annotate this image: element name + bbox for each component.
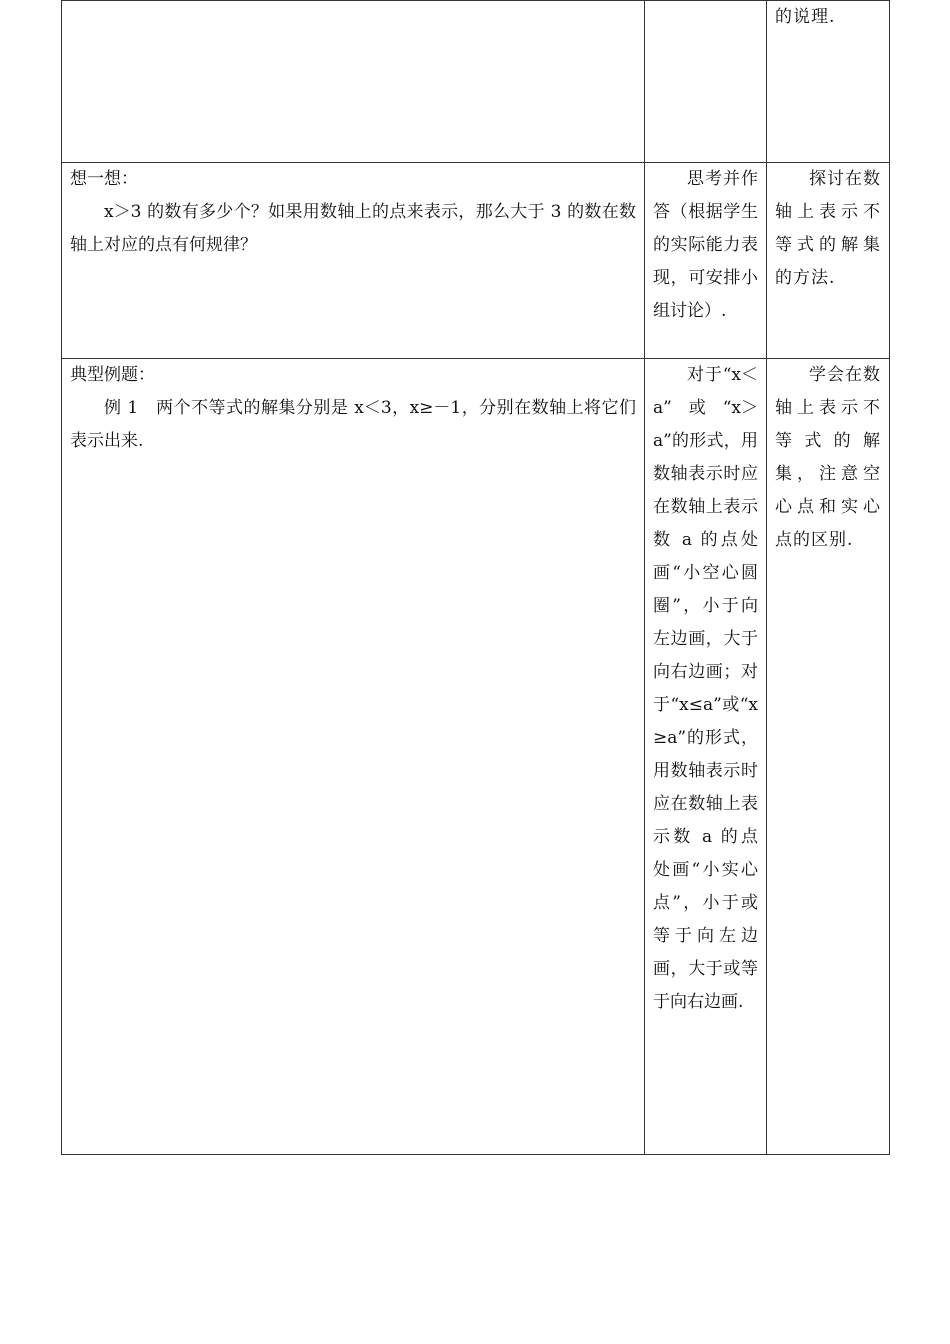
- example-text: 例 1 两个不等式的解集分别是 x＜3，x≥－1，分别在数轴上将它们表示出来.: [70, 398, 636, 451]
- section-title: 想一想：: [70, 169, 138, 189]
- design-intent-cell: [767, 163, 890, 359]
- table-row: [62, 163, 890, 359]
- student-activity-cell: [645, 163, 767, 359]
- question-text: x＞3 的数有多少个？如果用数轴上的点来表示，那么大于 3 的数在数轴上对应的点有何规律？: [70, 202, 636, 255]
- design-intent-text: 学会在数轴上表示不等式的解集，注意空心点和实心点的区别.: [775, 365, 881, 550]
- lesson-plan-table: [61, 0, 890, 1155]
- design-intent-text: 探讨在数轴上表示不等式的解集的方法.: [775, 169, 881, 288]
- student-activity-cell: [645, 1, 767, 163]
- main-content-cell: [62, 1, 645, 163]
- student-activity-text: 思考并作答（根据学生的实际能力表现，可安排小组讨论）.: [653, 169, 758, 321]
- main-content-cell: [62, 163, 645, 359]
- student-activity-cell: [645, 359, 767, 1155]
- main-content-cell: [62, 359, 645, 1155]
- student-activity-text: 对于“x＜a”或“x＞a”的形式，用数轴表示时应在数轴上表示数 a 的点处画“小空心圆圈”，小于向左边画，大于向右边画；对于“x≤a”或“x≥a”的形式，用数轴表示时应在数轴上表示数 a 的点处画“小实心点”，小于或等于向左边画，大于或等于向右边画.: [653, 365, 758, 1012]
- design-intent-cell: [767, 1, 890, 163]
- section-title: 典型例题：: [70, 365, 155, 385]
- table-row: [62, 1, 890, 163]
- design-intent-cell: [767, 359, 890, 1155]
- design-intent-text: 的说理.: [775, 7, 836, 27]
- table-row: [62, 359, 890, 1155]
